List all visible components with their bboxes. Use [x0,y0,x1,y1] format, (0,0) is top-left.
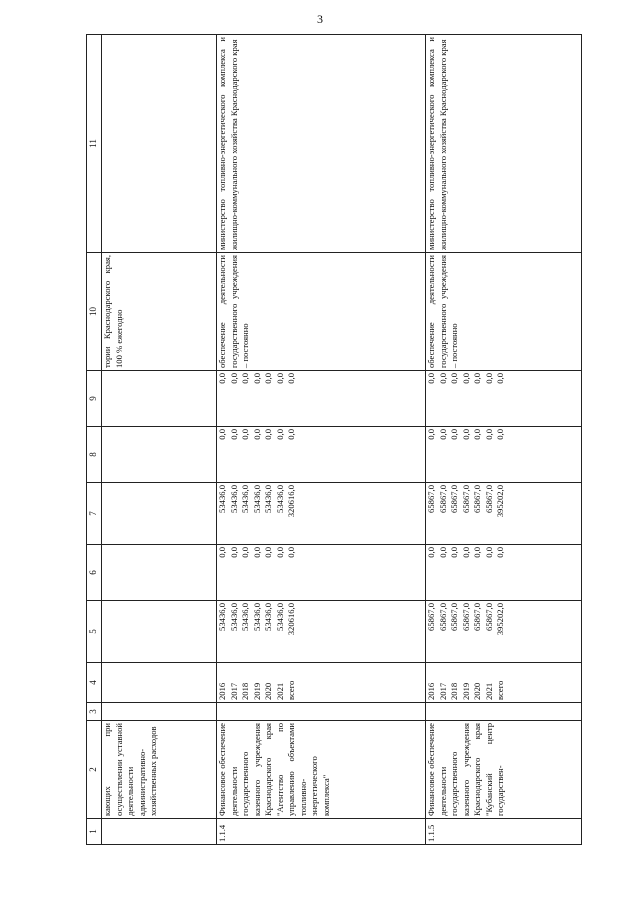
amount-value: 0,0 [263,547,273,558]
regional-funding-cell [426,483,582,545]
amount-value: 0,0 [228,429,239,440]
empty-cell [102,545,217,601]
row-number-cell: 1.1.5 [426,819,582,845]
amount-value: 53436,0 [251,485,262,513]
measure-name-cell: Финансовое обеспечение деятельности государственного казенного учреждения Краснодарского края "Кубанский центр государствен- [426,721,582,819]
year-value: 2019 [460,682,471,700]
amount-value: 65867,0 [426,485,436,513]
responsible-cell: министерство топливно-энергетического комплекса и жилищно-коммунального хозяйства Краснодарского края [217,35,426,253]
amount-value: 0,0 [472,547,482,558]
year-value: всего [286,680,296,700]
amount-value: 0,0 [449,373,459,384]
amount-value: 53436,0 [240,485,250,513]
amount-value: 0,0 [483,373,494,384]
rotated-table-container [86,35,580,845]
year-value: 2019 [251,682,262,700]
header-cell: 10 [87,253,102,371]
amount-value: 0,0 [449,547,459,558]
year-value: 2018 [449,682,459,700]
amount-value: 0,0 [437,429,448,440]
other-funding-cell [426,371,582,427]
amount-value: 395202,0 [495,603,505,636]
result-cell: обеспечение деятельности государственного учреждения – постоянно [217,253,426,371]
federal-funding-cell [426,545,582,601]
page-number: 3 [317,12,323,26]
row-number-cell [102,819,217,845]
amount-value: 53436,0 [263,485,273,513]
amount-value: 65867,0 [483,603,494,631]
amount-value: 0,0 [217,429,227,440]
amount-value: 0,0 [426,429,436,440]
amount-value: 65867,0 [483,485,494,513]
years-cell [217,663,426,703]
amount-value: 0,0 [263,429,273,440]
empty-cell [102,663,217,703]
amount-value: 0,0 [217,373,227,384]
amount-value: 0,0 [449,429,459,440]
amount-value: 65867,0 [437,485,448,513]
empty-cell [102,601,217,663]
amount-value: 0,0 [472,373,482,384]
year-value: всего [495,680,505,700]
year-value: 2021 [274,682,285,700]
continuation-result-cell: тории Краснодарского края, 100 % ежегодно [102,253,217,371]
amount-value: 65867,0 [437,603,448,631]
regional-funding-cell [217,483,426,545]
local-funding-cell [217,427,426,483]
header-cell: 9 [87,371,102,427]
header-cell: 4 [87,663,102,703]
amount-value: 53436,0 [274,485,285,513]
measure-name-cell: Финансовое обеспечение деятельности государственного казенного учреждения Краснодарского края "Агентство по управлению объектами топливно-энергетического комплекса" [217,721,426,819]
amount-value: 65867,0 [449,485,459,513]
local-funding-cell [426,427,582,483]
amount-value: 65867,0 [460,603,471,631]
amount-value: 0,0 [240,547,250,558]
amount-value: 0,0 [274,429,285,440]
responsible-cell: министерство топливно-энергетического комплекса и жилищно-коммунального хозяйства Краснодарского края [426,35,582,253]
amount-value: 0,0 [483,547,494,558]
empty-cell [102,35,217,253]
amount-value: 0,0 [495,547,505,558]
amount-value: 53436,0 [263,603,273,631]
amount-value: 0,0 [495,429,505,440]
amount-value: 0,0 [240,429,250,440]
amount-value: 0,0 [437,373,448,384]
amount-value: 0,0 [460,547,471,558]
empty-cell [102,427,217,483]
amount-value: 0,0 [286,429,296,440]
amount-value: 0,0 [217,547,227,558]
amount-value: 0,0 [251,429,262,440]
year-value: 2021 [483,682,494,700]
table-row [217,35,426,845]
other-funding-cell [217,371,426,427]
amount-value: 395202,0 [495,485,505,518]
year-value: 2017 [228,682,239,700]
amount-value: 53436,0 [240,603,250,631]
row-number-cell: 1.1.4 [217,819,426,845]
amount-value: 0,0 [228,547,239,558]
year-value: 2020 [472,682,482,700]
amount-value: 53436,0 [228,603,239,631]
header-cell: 6 [87,545,102,601]
header-cell: 1 [87,819,102,845]
amount-value: 0,0 [472,429,482,440]
empty-cell [102,483,217,545]
amount-value: 0,0 [286,547,296,558]
table-row [426,35,582,845]
header-cell: 11 [87,35,102,253]
years-cell [426,663,582,703]
amount-value: 0,0 [460,429,471,440]
amount-value: 65867,0 [449,603,459,631]
amount-value: 0,0 [483,429,494,440]
amount-value: 0,0 [251,547,262,558]
amount-value: 0,0 [286,373,296,384]
amount-value: 0,0 [274,373,285,384]
amount-value: 0,0 [426,547,436,558]
header-cell: 7 [87,483,102,545]
amount-value: 53436,0 [274,603,285,631]
year-value: 2016 [426,682,436,700]
continuation-name-cell: кающих при осуществлении уставной деятельности административно-хозяйственных расходов [102,721,217,819]
amount-value: 0,0 [460,373,471,384]
amount-value: 0,0 [426,373,436,384]
program-table [86,34,582,845]
year-value: 2016 [217,682,227,700]
year-value: 2017 [437,682,448,700]
continuation-row [102,35,217,845]
empty-cell [217,703,426,721]
amount-value: 53436,0 [251,603,262,631]
header-cell: 5 [87,601,102,663]
empty-cell [426,703,582,721]
header-cell: 2 [87,721,102,819]
empty-cell [102,371,217,427]
amount-value: 53436,0 [228,485,239,513]
federal-funding-cell [217,545,426,601]
header-cell: 8 [87,427,102,483]
amount-value: 0,0 [263,373,273,384]
total-funding-cell [217,601,426,663]
amount-value: 320616,0 [286,485,296,518]
empty-cell [102,703,217,721]
amount-value: 65867,0 [472,603,482,631]
header-cell: 3 [87,703,102,721]
year-value: 2018 [240,682,250,700]
amount-value: 0,0 [240,373,250,384]
amount-value: 0,0 [228,373,239,384]
total-funding-cell [426,601,582,663]
amount-value: 65867,0 [426,603,436,631]
amount-value: 0,0 [437,547,448,558]
amount-value: 0,0 [495,373,505,384]
amount-value: 53436,0 [217,485,227,513]
amount-value: 320616,0 [286,603,296,636]
header-row [87,35,102,845]
year-value: 2020 [263,682,273,700]
amount-value: 53436,0 [217,603,227,631]
result-cell: обеспечение деятельности государственного учреждения – постоянно [426,253,582,371]
amount-value: 0,0 [251,373,262,384]
amount-value: 65867,0 [472,485,482,513]
amount-value: 65867,0 [460,485,471,513]
amount-value: 0,0 [274,547,285,558]
